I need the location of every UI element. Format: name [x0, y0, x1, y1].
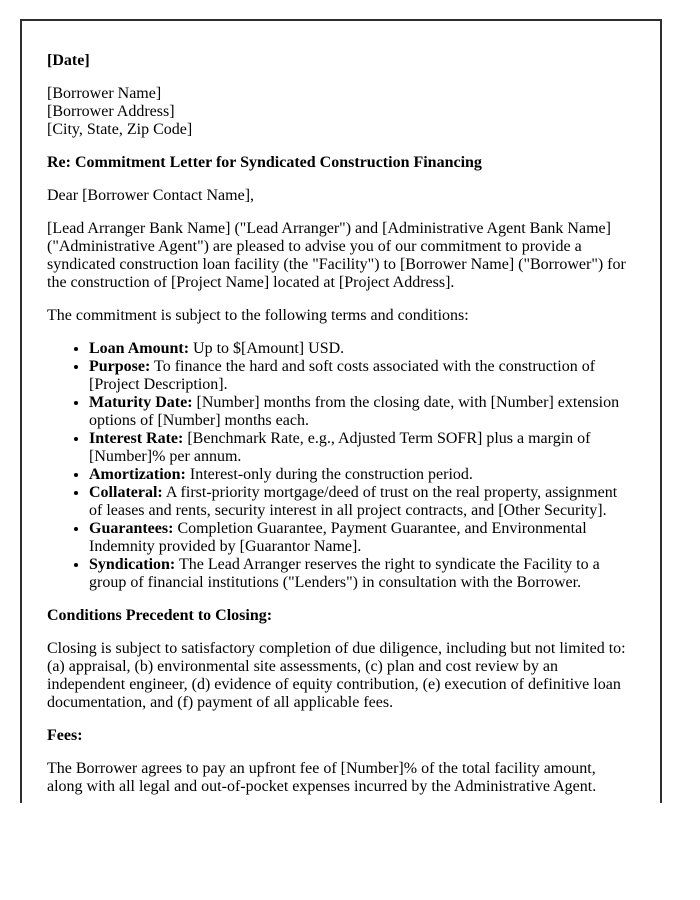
term-label: Loan Amount: [89, 340, 190, 357]
term-item-syndication [89, 556, 630, 592]
term-label: Amortization: [89, 466, 186, 483]
term-label: Guarantees: [89, 520, 174, 537]
term-label: Purpose: [89, 358, 151, 375]
term-text: [Benchmark Rate, e.g., Adjusted Term SOFR] plus a margin of [Number]% per annum. [89, 430, 591, 465]
fees-paragraph: The Borrower agrees to pay an upfront fee of [Number]% of the total facility amount, along with all legal and out-of-pocket expenses incurred by the Administrative Agent. [47, 760, 597, 795]
term-item-collateral [89, 484, 630, 520]
subject-line: Re: Commitment Letter for Syndicated Construction Financing [47, 154, 482, 171]
recipient-city-state-zip: [City, State, Zip Code] [47, 121, 193, 138]
fees-heading: Fees: [47, 727, 83, 744]
term-item-guarantees [89, 520, 630, 556]
term-label: Collateral: [89, 484, 163, 501]
letter-document [20, 19, 662, 803]
conditions-paragraph: Closing is subject to satisfactory completion of due diligence, including but not limited to: (a) appraisal, (b) environmental site assessments, (c) plan and cost review by an independent engineer, (d) evidence of equity contribution, (e) execution of definitive loan documentation, and (f) payment of all applicable fees. [47, 640, 626, 711]
term-text: [Number] months from the closing date, with [Number] extension options of [Number] months each. [89, 394, 620, 429]
term-label: Maturity Date: [89, 394, 193, 411]
term-text: To finance the hard and soft costs associated with the construction of [Project Description]. [89, 358, 596, 393]
term-text: Up to $[Amount] USD. [189, 340, 345, 357]
recipient-block [47, 85, 630, 139]
term-item-interest-rate [89, 430, 630, 466]
term-text: A first-priority mortgage/deed of trust on the real property, assignment of leases and rents, security interest in all project contracts, and [Other Security]. [89, 484, 618, 519]
term-item-loan-amount [89, 340, 630, 358]
term-label: Syndication: [89, 556, 176, 573]
recipient-name: [Borrower Name] [47, 85, 162, 102]
salutation: Dear [Borrower Contact Name], [47, 187, 255, 204]
term-text: The Lead Arranger reserves the right to syndicate the Facility to a group of financial institutions ("Lenders") in consultation with the Borrower. [89, 556, 600, 591]
terms-intro: The commitment is subject to the following terms and conditions: [47, 307, 469, 324]
date-line: [Date] [47, 52, 90, 69]
term-text: Completion Guarantee, Payment Guarantee, and Environmental Indemnity provided by [Guarantor Name]. [89, 520, 587, 555]
conditions-heading: Conditions Precedent to Closing: [47, 607, 273, 624]
intro-paragraph: [Lead Arranger Bank Name] ("Lead Arranger") and [Administrative Agent Bank Name] ("Administrative Agent") are pleased to advise you of our commitment to provide a syndicated construction loan facility (the "Facility") to [Borrower Name] ("Borrower") for the construction of [Project Name] located at [Project Address]. [47, 220, 626, 291]
term-item-maturity-date [89, 394, 630, 430]
term-label: Interest Rate: [89, 430, 184, 447]
recipient-address: [Borrower Address] [47, 103, 175, 120]
term-text: Interest-only during the construction period. [185, 466, 473, 483]
term-item-purpose [89, 358, 630, 394]
terms-list [47, 340, 630, 592]
term-item-amortization [89, 466, 630, 484]
